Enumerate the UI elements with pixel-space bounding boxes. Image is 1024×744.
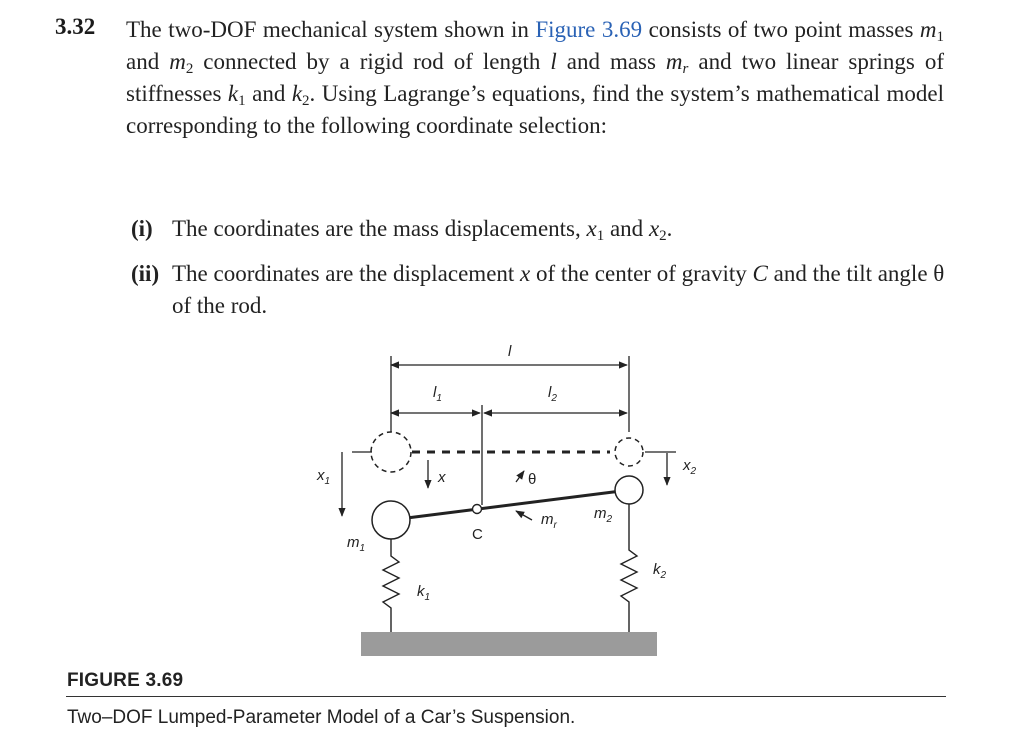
label-m2: $m_2$ — [594, 505, 613, 525]
spring-k2 — [621, 504, 637, 632]
label-mr: $m_r$ — [541, 511, 557, 531]
part-label: (ii) — [131, 261, 160, 286]
label-l: l — [508, 343, 512, 360]
part-ii: (ii) The coordinates are the displacement x of the center of gravity C and the tilt angle θ of the rod. — [131, 258, 951, 322]
label-theta: θ — [528, 471, 537, 488]
label-m1: $m_1$ — [347, 534, 366, 554]
label-x: x — [438, 469, 446, 486]
ground — [361, 632, 657, 656]
caption-divider — [66, 696, 946, 697]
mass-m1 — [372, 501, 410, 539]
center-of-gravity — [473, 505, 482, 514]
part-label: (i) — [131, 216, 153, 241]
figure-caption-text: Two–DOF Lumped-Parameter Model of a Car’s Suspension. — [67, 707, 576, 728]
label-l2: $l_2$ — [548, 384, 557, 404]
mass-m2 — [615, 476, 643, 504]
label-k1: $k_1$ — [417, 583, 431, 603]
label-C: C — [472, 526, 483, 543]
figure-link[interactable]: Figure 3.69 — [535, 17, 643, 42]
label-k2: $k_2$ — [653, 561, 667, 581]
problem-text: The two-DOF mechanical system shown in Figure 3.69 consists of two point masses $m_1$ and $m_2$ connected by a rigid rod of length l and mass $m_r$ and two linear springs of stiffnesses $k_1$ and $k_2$. Using Lagrange’s equations, find the system’s mathematical model corresponding to the following coordinate selection: — [126, 17, 945, 138]
label-x1: $x_1$ — [317, 467, 331, 487]
label-x2: $x_2$ — [683, 457, 697, 477]
problem-number: 3.32 — [55, 14, 96, 39]
part-i: (i) The coordinates are the mass displacements, $x_1$ and $x_2$. — [131, 213, 951, 245]
spring-k1 — [383, 539, 399, 632]
figure-caption-title: FIGURE 3.69 — [67, 670, 184, 691]
label-l1: $l_1$ — [433, 384, 442, 404]
